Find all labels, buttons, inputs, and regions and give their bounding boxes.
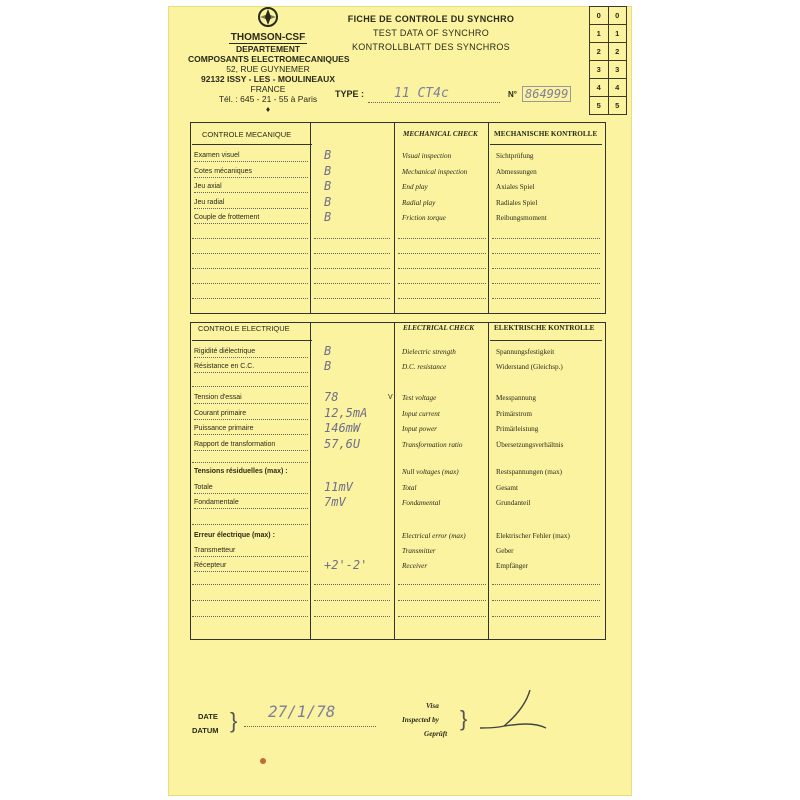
row-label-fr: Courant primaire (194, 409, 247, 417)
residual-title-fr: Tensions résiduelles (max) : (194, 468, 288, 475)
division: COMPOSANTS ELECTROMECANIQUES (188, 54, 350, 64)
row-label-en: Friction torque (402, 214, 446, 222)
grid-cell: 1 (590, 25, 609, 42)
row-label-en: Receiver (402, 562, 428, 570)
grid-cell: 4 (590, 79, 609, 96)
grid-row (589, 43, 627, 61)
elec-title-fr: CONTROLE ELECTRIQUE (198, 324, 290, 333)
row-label-fr: Couple de frottement (194, 214, 260, 221)
row-label-de: Radiales Spiel (496, 198, 538, 207)
inspector-signature (474, 686, 554, 736)
title-fr: FICHE DE CONTROLE DU SYNCHRO (347, 14, 515, 24)
street: 52, RUE GUYNEMER (226, 64, 310, 74)
row-label-fr: Résistance en C.C. (194, 363, 255, 370)
grid-cell: 3 (590, 61, 609, 78)
grid-row (589, 61, 627, 79)
row-label-en: Input power (402, 425, 437, 433)
type-label: TYPE : (335, 89, 365, 99)
grid-cell: 5 (615, 101, 620, 110)
row-label-de: Empfänger (496, 562, 528, 570)
grid-cell: 3 (615, 65, 620, 74)
type-value: 11 CT4c (394, 86, 449, 101)
country: FRANCE (250, 84, 286, 94)
row-label-en: Visual inspection (402, 152, 452, 160)
date-label-de: DATUM (192, 726, 219, 735)
row-label-en: Total (402, 484, 417, 492)
row-value: 78 (324, 390, 339, 404)
row-label-de: Übersetzungsverhältnis (496, 440, 564, 449)
no-label: N° (508, 90, 517, 99)
row-label-fr: Jeu axial (194, 183, 222, 190)
mech-title-de: MECHANISCHE KONTROLLE (494, 130, 598, 138)
row-label-de: Reibungsmoment (496, 214, 547, 222)
geprueft-label: Geprüft (424, 730, 448, 738)
visa-label: Visa (426, 702, 439, 710)
grid-row (589, 97, 627, 115)
row-label-fr: Examen visuel (194, 152, 240, 159)
row-label-fr: Jeu radial (194, 198, 225, 206)
grid-row (589, 6, 627, 25)
row-value: B (324, 194, 332, 209)
error-title-fr: Erreur électrique (max) : (194, 532, 275, 539)
residual-title-en: Null voltages (max) (402, 468, 459, 476)
row-label-fr: Récepteur (194, 562, 227, 569)
row-label-de: Axiales Spiel (496, 183, 535, 191)
row-value: B (324, 163, 332, 178)
row-value: 12,5mA (324, 405, 368, 420)
phone: Tél. : 645 - 21 - 55 à Paris (218, 94, 318, 104)
row-label-de: Sichtprüfung (496, 152, 534, 160)
grid-cell: 4 (615, 83, 620, 92)
row-label-fr: Fondamentale (194, 499, 239, 506)
thomson-logo-icon (257, 6, 279, 28)
row-value: B (324, 179, 332, 193)
row-value: B (324, 210, 332, 224)
row-label-en: D.C. resistance (402, 363, 447, 371)
row-value: 7mV (324, 495, 346, 509)
grid-cell: 1 (615, 29, 620, 38)
city: 92132 ISSY - LES - MOULINEAUX (201, 74, 335, 84)
error-title-en: Electrical error (max) (402, 532, 466, 540)
title-en: TEST DATA OF SYNCHRO (372, 28, 489, 38)
row-label-de: Widerstand (Gleichsp.) (496, 363, 563, 371)
row-label-fr: Transmetteur (194, 547, 236, 554)
row-label-en: End play (402, 183, 428, 191)
row-value: 146mW (324, 421, 361, 435)
grid-cell: 0 (590, 7, 609, 24)
row-label-en: Input current (402, 409, 440, 418)
mech-title-en: MECHANICAL CHECK (403, 130, 478, 138)
row-value: B (324, 344, 332, 358)
row-label-en: Test voltage (402, 394, 437, 402)
inspected-label: Inspected by (402, 716, 439, 724)
row-value: 57,6U (324, 436, 361, 451)
date-label-fr: DATE (198, 712, 218, 721)
row-label-de: Grundanteil (496, 499, 531, 507)
row-label-fr: Totale (194, 484, 213, 491)
row-label-de: Gesamt (496, 484, 518, 492)
row-label-de: Messpannung (496, 394, 536, 402)
grid-row (589, 79, 627, 97)
row-label-en: Transmitter (402, 547, 436, 555)
control-sheet: THOMSON-CSF DEPARTEMENT COMPOSANTS ELECTROMECANIQUES 52, RUE GUYNEMER 92132 ISSY - LES - MOULINEAUX FRANCE Tél. : 645 - 21 - 55 à Paris ♦ FICHE DE CONTROLE DU SYNCHRO TEST DATA OF SYNCHRO KONTROLLBLATT DES SYNCHROS 0 0 1 1 2 2 3 3 4 4 5 5 TYPE : 11 CT4c N° 864999 CONTROLE MECANIQUE MECHANICAL CHECK MECHANISCHE KONTROLLE Examen visuel B Visual inspection Sichtprüfung Cotes mécaniques B Mechanical inspection Abmessungen Jeu axial B End play Axiales Spiel Jeu radial B Radial play Radiales Spiel Couple de frottement B Friction torque Reibungsmoment CONTROLE ELECTRIQUE ELECTRICAL CHECK ELEKTRISCHE KONTROLLE Rigidité diélectrique B Dielectric strength Spannungsfestigkeit Résistance en C.C. B D.C. resistance Widerstand (Gleichsp.) Tension d'essai 78 V Test voltage Messpannung Courant primaire 12,5mA Input current Primärstrom Puissance primaire 146mW Input power Primärleistung Rapport de transformation 57,6U Transformation ratio Übersetzungsverhältnis Tensions résiduelles (max) : Null voltages (max) Restspannungen (max) Totale 11mV Total Gesamt Fondamentale 7mV Fondamental Grundanteil Erreur électrique (max) : Electrical error (max) Elektrischer Fehler (max) Transmetteur Transmitter Geber Récepteur +2'-2' Receiver Empfänger DATE DATUM } 27/1/78 Visa Inspected by Geprüft } (168, 6, 632, 796)
row-label-fr: Rapport de transformation (194, 440, 276, 448)
row-label-en: Radial play (402, 198, 436, 207)
row-label-de: Spannungsfestigkeit (496, 348, 555, 356)
residual-title-de: Restspannungen (max) (496, 468, 563, 476)
grid-row (589, 25, 627, 43)
department: DEPARTEMENT (235, 44, 301, 54)
row-label-fr: Cotes mécaniques (194, 167, 252, 175)
row-label-en: Transformation ratio (402, 440, 463, 449)
row-value: B (324, 148, 332, 162)
row-label-de: Primärleistung (496, 425, 539, 433)
company-header: THOMSON-CSF DEPARTEMENT COMPOSANTS ELECTROMECANIQUES 52, RUE GUYNEMER 92132 ISSY - LES - MOULINEAUX FRANCE Tél. : 645 - 21 - 55 à Paris ♦ (188, 6, 348, 114)
row-label-en: Dielectric strength (402, 348, 456, 356)
grid-cell: 2 (590, 43, 609, 60)
row-unit: V (388, 394, 393, 401)
grid-cell: 2 (615, 47, 620, 56)
mech-title-fr: CONTROLE MECANIQUE (202, 130, 292, 139)
row-value: +2'-2' (324, 558, 368, 572)
row-value: 11mV (324, 480, 353, 494)
date-value: 27/1/78 (268, 702, 336, 721)
row-label-en: Fondamental (402, 499, 441, 507)
title-de: KONTROLLBLATT DES SYNCHROS (351, 42, 510, 52)
error-title-de: Elektrischer Fehler (max) (496, 532, 570, 540)
row-label-de: Geber (496, 547, 514, 555)
stain-mark (260, 758, 266, 764)
serial-number: 864999 (522, 86, 571, 102)
index-grid (589, 6, 627, 115)
grid-cell: 5 (590, 97, 609, 114)
grid-cell: 0 (615, 11, 620, 20)
logo-name: THOMSON-CSF (230, 32, 306, 43)
row-label-de: Abmessungen (496, 167, 537, 176)
elec-title-en: ELECTRICAL CHECK (403, 324, 475, 332)
row-label-en: Mechanical inspection (402, 167, 468, 176)
row-label-fr: Puissance primaire (194, 425, 254, 432)
row-label-fr: Tension d'essai (194, 394, 242, 401)
row-label-fr: Rigidité diélectrique (194, 348, 256, 355)
row-label-de: Primärstrom (496, 409, 532, 418)
elec-title-de: ELEKTRISCHE KONTROLLE (494, 324, 595, 332)
row-value: B (324, 359, 332, 373)
